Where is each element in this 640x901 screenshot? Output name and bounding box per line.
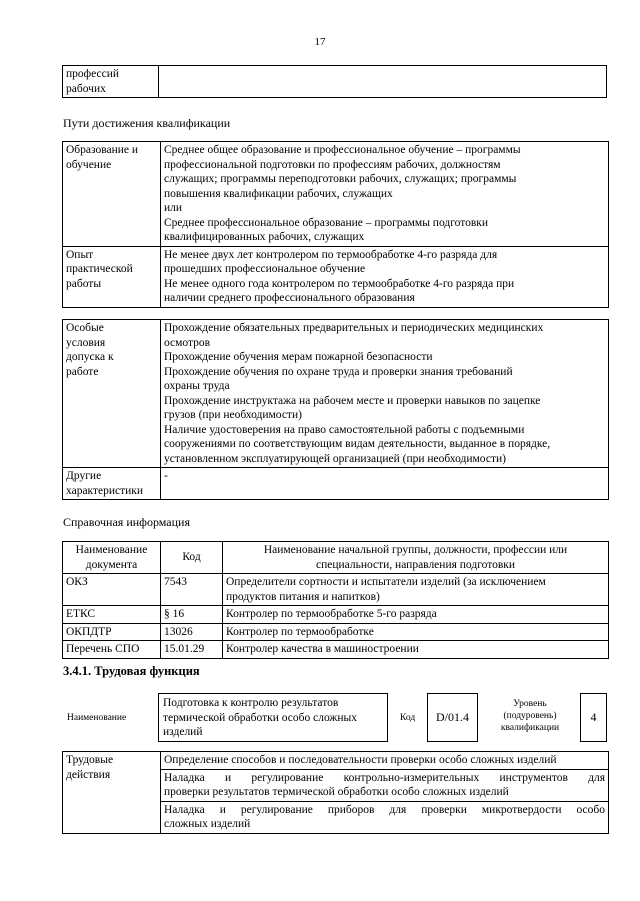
function-name-line: Подготовка к контролю результатов bbox=[163, 697, 339, 709]
action-item bbox=[161, 801, 609, 833]
text-line: Не менее одного года контролером по термообработке 4-го разряда при bbox=[164, 277, 515, 290]
text-line: осмотров bbox=[164, 336, 211, 349]
name-line: продуктов питания и напитков) bbox=[226, 590, 380, 603]
row-name: Контролер по термообработке 5-го разряда bbox=[223, 606, 609, 624]
labor-actions-table bbox=[62, 751, 609, 834]
function-name-line: изделий bbox=[163, 726, 203, 738]
header-name bbox=[223, 542, 609, 574]
label-line: Образование и bbox=[66, 144, 139, 156]
education-row bbox=[63, 142, 609, 247]
label-line: условия bbox=[66, 336, 106, 349]
reference-table bbox=[62, 541, 609, 659]
text-line: Среднее профессиональное образование – программы подготовки bbox=[164, 216, 489, 229]
text-line: Наличие удостоверения на право самостоятельной работы с подъемными bbox=[164, 423, 525, 436]
label-line: работы bbox=[66, 277, 102, 290]
special-row bbox=[63, 320, 609, 468]
text-line: сооружениями по соответствующим видам деятельности, выданное в порядке, bbox=[164, 438, 551, 450]
label-line: профессий bbox=[66, 68, 120, 80]
label-line: Другие bbox=[66, 470, 102, 482]
label-line: рабочих bbox=[66, 82, 106, 95]
label-line: Трудовые bbox=[66, 754, 114, 766]
text-line: наличии среднего профессионального образования bbox=[164, 292, 415, 304]
function-title: 3.4.1. Трудовая функция bbox=[63, 664, 200, 678]
row-name: Контролер качества в машиностроении bbox=[223, 641, 609, 659]
table-row bbox=[63, 623, 609, 641]
function-level-label bbox=[491, 698, 569, 734]
row-document: Перечень СПО bbox=[63, 641, 161, 659]
text-line: Прохождение обучения по охране труда и проверки знания требований bbox=[164, 365, 513, 378]
text-line: Прохождение инструктажа на рабочем месте и проверки навыков по зацепке bbox=[164, 394, 541, 407]
text-line: квалифицированных рабочих, служащих bbox=[164, 231, 365, 243]
table-row bbox=[63, 574, 609, 606]
top-table bbox=[62, 65, 607, 98]
action-row bbox=[63, 752, 609, 770]
label-line: обучение bbox=[66, 158, 112, 171]
row-code: 15.01.29 bbox=[161, 641, 223, 659]
special-label bbox=[63, 320, 161, 468]
action-item: Определение способов и последовательности проверки особо сложных изделий bbox=[161, 752, 609, 770]
label-line: работе bbox=[66, 365, 99, 378]
other-row bbox=[63, 468, 609, 500]
action-line: Наладка и регулирование контрольно-измерительных инструментов для bbox=[164, 771, 605, 784]
row-code: 13026 bbox=[161, 623, 223, 641]
text-line: грузов (при необходимости) bbox=[164, 409, 302, 421]
header-line: документа bbox=[85, 558, 138, 571]
row-name: Контролер по термообработке bbox=[223, 623, 609, 641]
level-label-line: Уровень bbox=[513, 699, 547, 709]
label-line: характеристики bbox=[66, 484, 144, 497]
name-line: Определители сортности и испытатели изделий (за исключением bbox=[226, 576, 546, 588]
actions-label bbox=[63, 752, 161, 834]
page-number: 17 bbox=[314, 36, 326, 48]
row-code: 7543 bbox=[161, 574, 223, 606]
function-name-label: Наименование bbox=[67, 713, 127, 723]
function-name-box bbox=[158, 693, 388, 742]
action-item bbox=[161, 769, 609, 801]
other-label bbox=[63, 468, 161, 500]
text-line: Среднее общее образование и профессиональное обучение – программы bbox=[164, 144, 521, 156]
action-line: Наладка и регулирование приборов для проверки микротвердости особо bbox=[164, 803, 605, 816]
special-conditions-table bbox=[62, 319, 609, 500]
label-line: Особые bbox=[66, 322, 104, 334]
education-text bbox=[161, 142, 609, 247]
row-document: ОКПДТР bbox=[63, 623, 161, 641]
row-document: ЕТКС bbox=[63, 606, 161, 624]
special-text bbox=[161, 320, 609, 468]
text-line: профессиональной подготовки по профессиям рабочих, должностям bbox=[164, 158, 501, 171]
experience-text bbox=[161, 246, 609, 307]
text-line: установленном эксплуатирующей организацией (при необходимости) bbox=[164, 452, 506, 465]
text-line: прошедших профессиональное обучение bbox=[164, 263, 366, 275]
row-code: § 16 bbox=[161, 606, 223, 624]
label-line: практической bbox=[66, 263, 133, 275]
function-code-box: D/01.4 bbox=[427, 693, 478, 742]
top-table-empty bbox=[159, 66, 607, 98]
table-row bbox=[63, 606, 609, 624]
header-line: Наименование bbox=[75, 544, 148, 556]
text-line: Не менее двух лет контролером по термообработке 4-го разряда для bbox=[164, 248, 498, 261]
row-name bbox=[223, 574, 609, 606]
header-code: Код bbox=[161, 542, 223, 574]
qualification-paths-table bbox=[62, 141, 609, 308]
reference-title: Справочная информация bbox=[63, 515, 190, 529]
header-line: Наименование начальной группы, должности, профессии или bbox=[263, 544, 568, 556]
action-line: сложных изделий bbox=[164, 818, 251, 830]
function-code-label: Код bbox=[400, 713, 416, 723]
text-line: Прохождение обучения мерам пожарной безопасности bbox=[164, 351, 433, 363]
text-line: Прохождение обязательных предварительных и периодических медицинских bbox=[164, 322, 544, 334]
reference-header-row bbox=[63, 542, 609, 574]
text-line: повышения квалификации рабочих, служащих bbox=[164, 187, 393, 200]
label-line: допуска к bbox=[66, 351, 114, 363]
row-document: ОКЗ bbox=[63, 574, 161, 606]
other-value: - bbox=[161, 468, 609, 500]
label-line: действия bbox=[66, 768, 111, 781]
text-line: или bbox=[164, 202, 183, 214]
paths-title: Пути достижения квалификации bbox=[63, 116, 231, 130]
experience-row bbox=[63, 246, 609, 307]
text-line: охраны труда bbox=[164, 380, 230, 392]
level-label-line: (подуровень) bbox=[503, 711, 557, 721]
text-line: служащих; программы переподготовки рабочих, служащих; программы bbox=[164, 173, 517, 185]
function-level-box: 4 bbox=[580, 693, 607, 742]
level-label-line: квалификации bbox=[500, 723, 560, 733]
top-table-label bbox=[63, 66, 159, 98]
function-name-line: термической обработки особо сложных bbox=[163, 711, 357, 724]
education-label bbox=[63, 142, 161, 247]
experience-label bbox=[63, 246, 161, 307]
header-document bbox=[63, 542, 161, 574]
action-line: проверки результатов термической обработки особо сложных изделий bbox=[164, 786, 509, 798]
label-line: Опыт bbox=[66, 248, 94, 261]
header-line: специальности, направления подготовки bbox=[315, 558, 516, 571]
table-row bbox=[63, 641, 609, 659]
